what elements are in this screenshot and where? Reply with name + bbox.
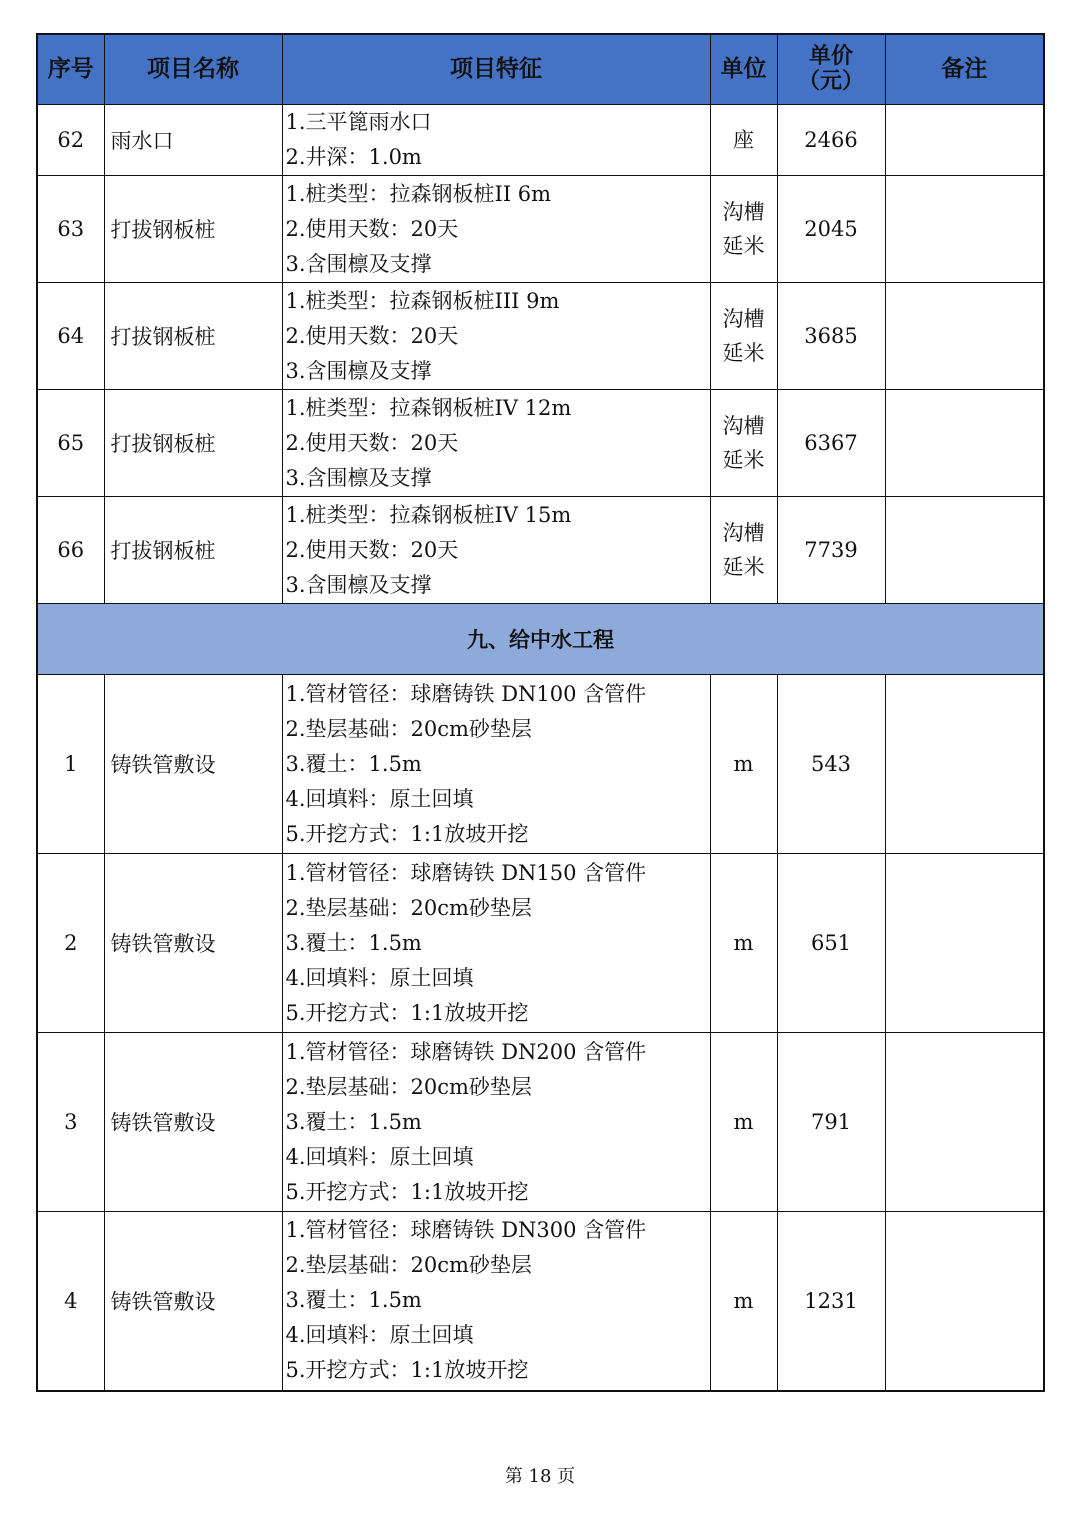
item-unit [710, 283, 777, 390]
feature-line: 1.桩类型：拉森钢板桩III 9m [285, 288, 560, 313]
feature-line: 3.含围檩及支撑 [285, 358, 432, 383]
table-body-part-a [37, 105, 1044, 604]
table-row [37, 176, 1044, 283]
item-unit [710, 675, 777, 854]
feature-line: 4.回填料：原土回填 [285, 1323, 474, 1348]
header-unit: 单位 [710, 34, 777, 105]
remark [885, 497, 1044, 604]
remark [885, 176, 1044, 283]
remark [885, 283, 1044, 390]
header-price-line1: 单价 [808, 44, 853, 70]
table-row [37, 675, 1044, 854]
remark [885, 105, 1044, 176]
price-list-table [36, 33, 1045, 1392]
feature-line: 2.垫层基础：20cm砂垫层 [285, 1253, 532, 1278]
feature-line: 4.回填料：原土回填 [285, 965, 474, 990]
row-number: 64 [37, 283, 104, 390]
page-number: 第 18 页 [504, 1466, 576, 1487]
item-features [282, 105, 710, 176]
item-name: 铸铁管敷设 [104, 854, 282, 1033]
unit-line: 沟槽 [722, 200, 765, 224]
feature-line: 1.管材管径：球磨铸铁 DN150 含管件 [285, 860, 647, 885]
item-name: 打拔钢板桩 [104, 390, 282, 497]
item-features [282, 390, 710, 497]
unit-line: 延米 [722, 555, 765, 579]
feature-line: 1.三平篦雨水口 [285, 110, 432, 134]
feature-line: 1.管材管径：球磨铸铁 DN300 含管件 [285, 1218, 647, 1243]
feature-line: 3.含围檩及支撑 [285, 251, 432, 276]
item-name: 雨水口 [104, 105, 282, 176]
feature-line: 5.开挖方式：1:1放坡开挖 [285, 1179, 529, 1204]
unit-line: 座 [733, 128, 754, 152]
unit-line: m [733, 931, 754, 955]
feature-line: 2.使用天数：20天 [285, 430, 459, 455]
row-number: 4 [37, 1212, 104, 1391]
row-number: 3 [37, 1033, 104, 1212]
header-price [777, 34, 885, 105]
feature-line: 1.桩类型：拉森钢板桩IV 12m [285, 395, 572, 420]
row-number: 62 [37, 105, 104, 176]
table-row [37, 1033, 1044, 1212]
row-number: 2 [37, 854, 104, 1033]
feature-line: 3.含围檩及支撑 [285, 572, 432, 597]
item-name: 打拔钢板桩 [104, 497, 282, 604]
remark [885, 390, 1044, 497]
feature-line: 5.开挖方式：1:1放坡开挖 [285, 1358, 529, 1383]
feature-line: 1.管材管径：球磨铸铁 DN100 含管件 [285, 681, 647, 706]
item-features [282, 1212, 710, 1391]
unit-line: 沟槽 [722, 521, 765, 545]
feature-line: 3.覆土：1.5m [285, 751, 422, 776]
unit-line: m [733, 1288, 754, 1313]
unit-line: m [733, 1110, 754, 1134]
item-unit [710, 1033, 777, 1212]
feature-line: 2.使用天数：20天 [285, 537, 459, 562]
item-features [282, 176, 710, 283]
unit-line: 延米 [722, 234, 765, 258]
item-features [282, 675, 710, 854]
section-title: 九、给中水工程 [37, 604, 1044, 675]
feature-line: 3.覆土：1.5m [285, 1109, 422, 1134]
header-no: 序号 [37, 34, 104, 105]
row-number: 63 [37, 176, 104, 283]
unit-price: 7739 [777, 497, 885, 604]
table-body-part-b [37, 675, 1044, 1391]
feature-line: 3.覆土：1.5m [285, 1288, 422, 1313]
unit-price: 2466 [777, 105, 885, 176]
unit-line: 沟槽 [722, 414, 765, 438]
item-unit [710, 176, 777, 283]
feature-line: 4.回填料：原土回填 [285, 786, 474, 811]
unit-line: m [733, 752, 754, 776]
unit-price: 651 [777, 854, 885, 1033]
item-name: 铸铁管敷设 [104, 675, 282, 854]
feature-line: 2.垫层基础：20cm砂垫层 [285, 1074, 532, 1099]
feature-line: 2.垫层基础：20cm砂垫层 [285, 716, 532, 741]
remark [885, 854, 1044, 1033]
remark [885, 675, 1044, 854]
header-price-line2: （元） [797, 68, 864, 94]
unit-line: 延米 [722, 448, 765, 472]
item-features [282, 1033, 710, 1212]
item-unit [710, 390, 777, 497]
feature-line: 2.使用天数：20天 [285, 216, 459, 241]
header-remark: 备注 [885, 34, 1044, 105]
row-number: 66 [37, 497, 104, 604]
item-name: 铸铁管敷设 [104, 1033, 282, 1212]
row-number: 65 [37, 390, 104, 497]
row-number: 1 [37, 675, 104, 854]
feature-line: 5.开挖方式：1:1放坡开挖 [285, 821, 529, 846]
feature-line: 3.覆土：1.5m [285, 930, 422, 955]
table-row [37, 1212, 1044, 1391]
item-unit [710, 854, 777, 1033]
section-row [37, 604, 1044, 675]
feature-line: 2.使用天数：20天 [285, 323, 459, 348]
feature-line: 4.回填料：原土回填 [285, 1144, 474, 1169]
item-unit [710, 1212, 777, 1391]
item-features [282, 283, 710, 390]
unit-price: 1231 [777, 1212, 885, 1391]
unit-price: 6367 [777, 390, 885, 497]
item-unit [710, 105, 777, 176]
table-row [37, 390, 1044, 497]
table-row [37, 854, 1044, 1033]
remark [885, 1212, 1044, 1391]
item-name: 打拔钢板桩 [104, 283, 282, 390]
feature-line: 2.井深：1.0m [285, 145, 422, 169]
unit-price: 3685 [777, 283, 885, 390]
item-name: 打拔钢板桩 [104, 176, 282, 283]
feature-line: 3.含围檩及支撑 [285, 465, 432, 490]
unit-price: 2045 [777, 176, 885, 283]
unit-price: 791 [777, 1033, 885, 1212]
header-feature: 项目特征 [282, 34, 710, 105]
item-name: 铸铁管敷设 [104, 1212, 282, 1391]
item-features [282, 497, 710, 604]
table-row [37, 497, 1044, 604]
remark [885, 1033, 1044, 1212]
item-unit [710, 497, 777, 604]
table-row [37, 283, 1044, 390]
item-features [282, 854, 710, 1033]
feature-line: 1.桩类型：拉森钢板桩II 6m [285, 181, 552, 206]
feature-line: 1.桩类型：拉森钢板桩IV 15m [285, 502, 572, 527]
unit-line: 延米 [722, 341, 765, 365]
feature-line: 2.垫层基础：20cm砂垫层 [285, 895, 532, 920]
feature-line: 5.开挖方式：1:1放坡开挖 [285, 1000, 529, 1025]
feature-line: 1.管材管径：球磨铸铁 DN200 含管件 [285, 1039, 647, 1064]
unit-price: 543 [777, 675, 885, 854]
header-row [37, 34, 1044, 105]
table-row [37, 105, 1044, 176]
unit-line: 沟槽 [722, 307, 765, 331]
header-name: 项目名称 [104, 34, 282, 105]
